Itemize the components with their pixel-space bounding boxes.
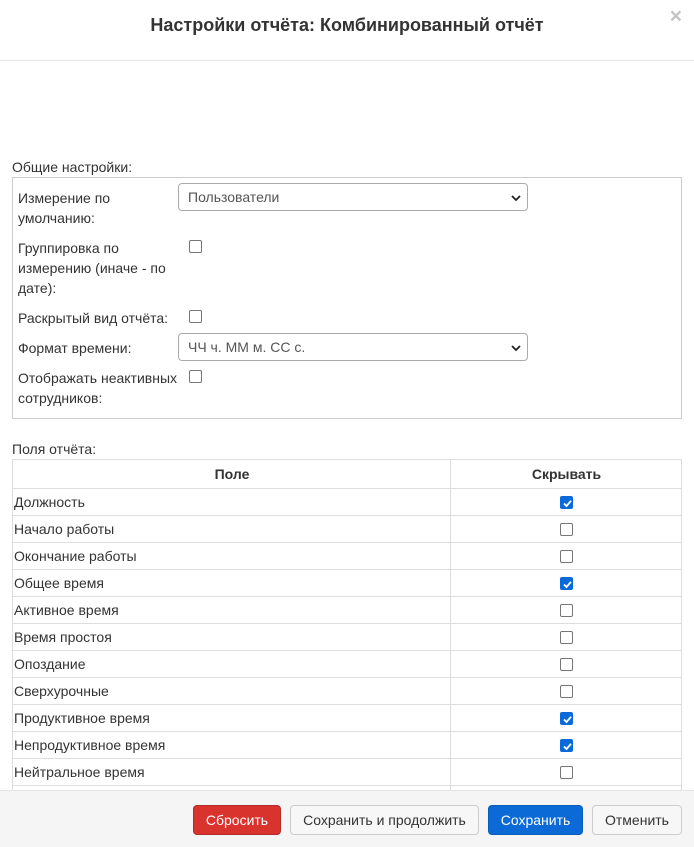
field-name-cell: Активное время (13, 597, 451, 624)
checkmark-icon (562, 714, 573, 725)
dialog-footer (0, 790, 694, 847)
chevron-down-icon (511, 193, 521, 203)
field-name-cell: Должность (13, 489, 451, 516)
field-name-cell: Непродуктивное время (13, 732, 451, 759)
hide-field-checkbox[interactable] (560, 712, 573, 725)
hide-cell (451, 489, 682, 516)
hide-field-checkbox[interactable] (560, 496, 573, 509)
hide-cell (451, 516, 682, 543)
hide-field-checkbox[interactable] (560, 631, 573, 644)
field-name-cell: Окончание работы (13, 543, 451, 570)
hide-cell (451, 570, 682, 597)
dialog-header (0, 0, 694, 61)
checkmark-icon (562, 579, 573, 590)
table-header-row (13, 460, 682, 489)
hide-cell (451, 651, 682, 678)
table-row (13, 570, 682, 597)
hide-cell (451, 678, 682, 705)
table-row (13, 489, 682, 516)
table-row (13, 597, 682, 624)
hide-field-checkbox[interactable] (560, 523, 573, 536)
group-by-dimension-checkbox[interactable] (189, 240, 202, 253)
table-row (13, 732, 682, 759)
hide-cell (451, 597, 682, 624)
save-and-continue-button[interactable]: Сохранить и продолжить (290, 805, 479, 835)
close-icon[interactable]: × (669, 5, 682, 28)
hide-field-checkbox[interactable] (560, 685, 573, 698)
checkmark-icon (562, 741, 573, 752)
report-fields-table (12, 459, 682, 813)
hide-cell (451, 624, 682, 651)
chevron-down-icon (511, 343, 521, 353)
cancel-button[interactable]: Отменить (592, 805, 682, 835)
report-fields-label: Поля отчёта: (12, 441, 97, 457)
hide-field-checkbox[interactable] (560, 658, 573, 671)
field-name-cell: Общее время (13, 570, 451, 597)
field-name-cell: Опоздание (13, 651, 451, 678)
table-row (13, 651, 682, 678)
checkmark-icon (562, 498, 573, 509)
table-row (13, 624, 682, 651)
field-column-header: Поле (13, 460, 451, 489)
time-format-select[interactable] (178, 333, 528, 361)
time-format-label: Формат времени: (18, 340, 132, 356)
show-inactive-label: Отображать неактивных сотрудников: (18, 370, 178, 406)
default-dimension-value: Пользователи (188, 189, 280, 205)
table-row (13, 759, 682, 786)
hide-field-checkbox[interactable] (560, 766, 573, 779)
dialog-title: Настройки отчёта: Комбинированный отчёт (150, 15, 544, 35)
table-row (13, 705, 682, 732)
show-inactive-checkbox[interactable] (189, 370, 202, 383)
hide-column-header: Скрывать (451, 460, 682, 489)
field-name-cell: Сверхурочные (13, 678, 451, 705)
hide-field-checkbox[interactable] (560, 739, 573, 752)
hide-cell (451, 732, 682, 759)
hide-cell (451, 705, 682, 732)
hide-field-checkbox[interactable] (560, 550, 573, 563)
hide-field-checkbox[interactable] (560, 604, 573, 617)
default-dimension-label: Измерение по умолчанию: (18, 190, 111, 226)
report-fields-body (13, 489, 682, 813)
general-settings-label: Общие настройки: (12, 159, 133, 175)
reset-button[interactable]: Сбросить (193, 805, 281, 835)
field-name-cell: Нейтральное время (13, 759, 451, 786)
field-name-cell: Время простоя (13, 624, 451, 651)
group-by-dimension-label: Группировка по измерению (иначе - по дате): (18, 240, 166, 296)
table-row (13, 516, 682, 543)
time-format-value: ЧЧ ч. ММ м. СС с. (188, 339, 306, 355)
hide-field-checkbox[interactable] (560, 577, 573, 590)
general-settings-box (12, 177, 682, 419)
hide-cell (451, 543, 682, 570)
table-row (13, 543, 682, 570)
hide-cell (451, 759, 682, 786)
expanded-view-checkbox[interactable] (189, 310, 202, 323)
field-name-cell: Начало работы (13, 516, 451, 543)
save-button[interactable]: Сохранить (488, 805, 583, 835)
field-name-cell: Продуктивное время (13, 705, 451, 732)
table-row (13, 678, 682, 705)
default-dimension-select[interactable] (178, 183, 528, 211)
expanded-view-label: Раскрытый вид отчёта: (18, 310, 169, 326)
